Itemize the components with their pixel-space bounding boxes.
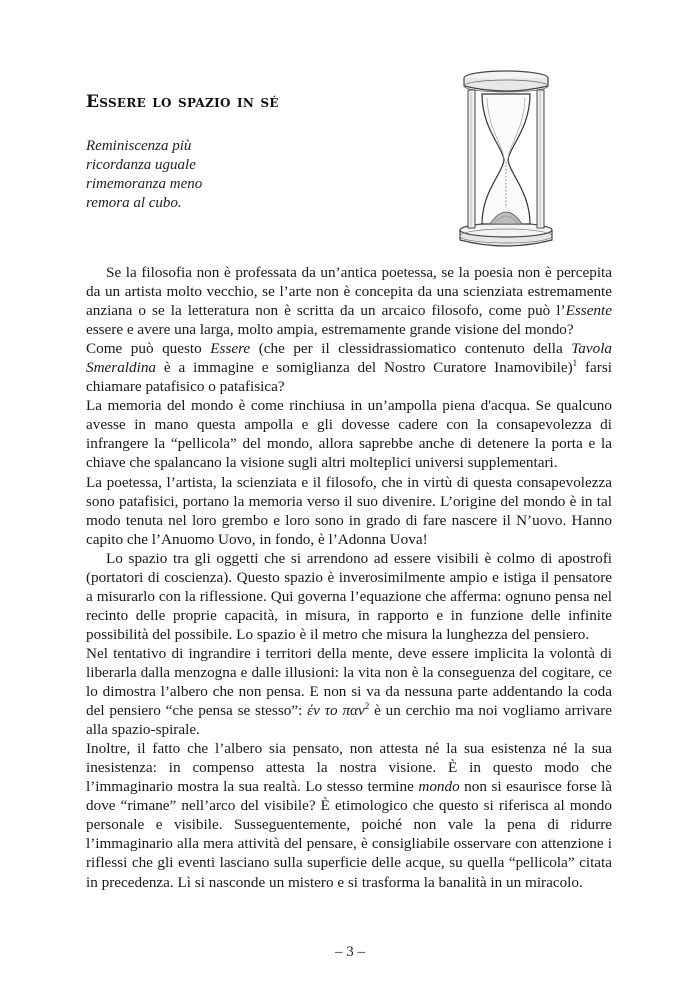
- hourglass-icon: [452, 68, 560, 252]
- body-text: [86, 263, 612, 892]
- paragraph: Lo spazio tra gli oggetti che si arrendono ad essere visibili è colmo di apostrofi (portatori di coscienza). Questo spazio è inverosimilmente ampio e istiga il pensatore a misurarlo con la riflessione. Qui governa l’equazione che afferma: ognuno pensa nel recinto delle proprie capacità, in misura, in rapporto e in funzione delle infinite possibilità del possibile. Lo spazio è il metro che misura la lunghezza del pensiero.: [86, 549, 612, 643]
- page-number: – 3 –: [335, 944, 365, 960]
- paragraph: Come può questo Essere (che per il clessidrassiomatico contenuto della Tavola Smeraldina è a immagine e somiglianza del Nostro Curatore Inamovibile)$^1$ farsi chiamare patafisico o patafisica?: [86, 340, 613, 396]
- epigraph-line: ricordanza uguale: [86, 157, 196, 173]
- epigraph-line: Reminiscenza più: [86, 138, 192, 154]
- paragraph: Nel tentativo di ingrandire i territori della mente, deve essere implicita la volontà di liberarla dalla menzogna e dalle illusioni: la vita non è la conseguenza del cogitare, ce lo dimostra l’albero che non pensa. E non si va da nessuna parte addentando la coda del pensiero “che pensa se stesso”: έν το παν$^2$ è un cerchio ma noi vogliamo arrivare alla spazio-spirale.: [86, 644, 612, 739]
- chapter-title: Essere lo spazio in sé: [86, 92, 279, 112]
- epigraph: [86, 137, 326, 213]
- footnote-ref: 2: [364, 701, 370, 712]
- paragraph: Inoltre, il fatto che l’albero sia pensato, non attesta né la sua esistenza né la sua inesistenza: in compenso attesta la nostra visione. È in questo modo che l’immaginario mostra la sua realtà. Lo stesso termine mondo non si esaurisce forse là dove “rimane” nell’arco del visibile? È etimologico che questo si riferisca al mondo personale e visibile. Susseguentemente, poiché non vale la pena di ridurre l’immaginario alla mera attività del pensare, è consigliabile osservare con attenzione i riflessi che gli eventi lasciano sulla superficie delle acque, su quella “pellicola” citata in precedenza. Lì si nasconde un mistero e si trasforma la banalità in un miracolo.: [86, 740, 613, 891]
- epigraph-line: remora al cubo.: [86, 195, 182, 211]
- paragraph: Se la filosofia non è professata da un’antica poetessa, se la poesia non è percepita da un artista molto vecchio, se l’arte non è concepita da una scienziata estremamente anziana o se la letteratura non è scritta da un arcaico filosofo, come può l’Essente essere e avere una larga, molto ampia, estremamente grande visione del mondo?: [86, 264, 612, 339]
- paragraph: La poetessa, l’artista, la scienziata e il filosofo, che in virtù di questa consapevolezza sono patafisici, portano la memoria verso il suo divenire. L’origine del mondo è in tal modo tenuta nel loro grembo e loro sono in grado di fare nascere il N’uovo. Hanno capito che l’Anuomo Uovo, in fondo, è l’Adonna Uova!: [86, 473, 612, 548]
- footnote-ref: 1: [572, 358, 578, 369]
- epigraph-line: rimemoranza meno: [86, 176, 203, 192]
- paragraph: La memoria del mondo è come rinchiusa in un’ampolla piena d'acqua. Se qualcuno avesse in mano questa ampolla e gli dovesse cadere con la consapevolezza di infrangere la “pellicola” del mondo, allora saprebbe anche di detenere la porta e la chiave che spalancano la visione sugli altri molteplici universi supplementari.: [86, 397, 612, 472]
